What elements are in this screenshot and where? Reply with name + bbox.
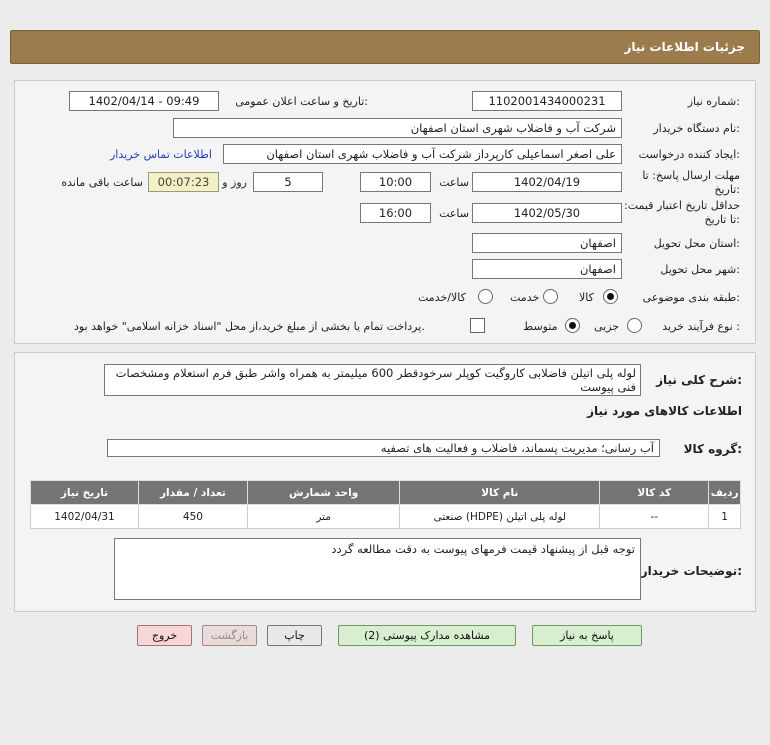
purchase-radio-medium[interactable] xyxy=(565,318,580,333)
province-label: استان محل تحویل: xyxy=(653,237,740,250)
goods-group-label: گروه کالا: xyxy=(683,442,742,456)
goods-section-title: اطلاعات کالاهای مورد نیاز xyxy=(587,404,742,418)
table-row[interactable] xyxy=(31,505,741,529)
announce-field: 1402/04/14 - 09:49 xyxy=(69,91,219,111)
purchase-radio-minor[interactable] xyxy=(627,318,642,333)
category-option-goods: کالا xyxy=(579,291,594,304)
deadline-time-label: ساعت xyxy=(439,176,469,189)
purchase-option-medium: متوسط xyxy=(523,320,558,333)
reply-button[interactable]: پاسخ به نیاز xyxy=(532,625,642,646)
exit-button[interactable]: خروج xyxy=(137,625,192,646)
goods-group-field: آب رسانی؛ مدیریت پسماند، فاضلاب و فعالیت های تصفیه xyxy=(107,439,660,457)
treasury-text: پرداخت تمام یا بخشی از مبلغ خرید،از محل "اسناد خزانه اسلامی" خواهد بود. xyxy=(74,320,425,333)
page-header xyxy=(10,30,760,64)
validity-time-label: ساعت xyxy=(439,207,469,220)
page-title: جزئیات اطلاعات نیاز xyxy=(624,40,745,54)
cell-name: لوله پلی اتیلن (HDPE) صنعتی xyxy=(400,505,600,529)
back-button[interactable]: بازگشت xyxy=(202,625,257,646)
cell-row: 1 xyxy=(709,505,741,529)
view-attachments-button[interactable]: مشاهده مدارک پیوستی (2) xyxy=(338,625,516,646)
cell-qty: 450 xyxy=(138,505,247,529)
category-option-goods-service: کالا/خدمت xyxy=(418,291,466,304)
treasury-checkbox[interactable] xyxy=(470,318,485,333)
buyer-notes-label: توضیحات خریدار: xyxy=(640,564,742,578)
category-radio-service[interactable] xyxy=(543,289,558,304)
buyer-contact-link[interactable]: اطلاعات تماس خریدار xyxy=(110,148,212,161)
deadline-label: مهلت ارسال پاسخ: تا تاریخ: xyxy=(642,169,740,196)
buyer-notes-field: توجه قبل از پیشنهاد قیمت فرمهای پیوست به دقت مطالعه گردد xyxy=(114,538,641,600)
days-label: روز و xyxy=(222,176,247,189)
validity-time-field: 16:00 xyxy=(360,203,431,223)
cell-unit: متر xyxy=(247,505,399,529)
buyer-org-field: شرکت آب و فاضلاب شهری استان اصفهان xyxy=(173,118,622,138)
deadline-time-field: 10:00 xyxy=(360,172,431,192)
cell-code: -- xyxy=(600,505,709,529)
col-code: کد کالا xyxy=(600,481,709,505)
col-name: نام کالا xyxy=(400,481,600,505)
deadline-date-field: 1402/04/19 xyxy=(472,172,622,192)
city-label: شهر محل تحویل: xyxy=(660,263,740,276)
creator-label: ایجاد کننده درخواست: xyxy=(638,148,740,161)
items-table-header xyxy=(31,481,741,505)
remaining-time-field: 00:07:23 xyxy=(148,172,219,192)
category-radio-goods[interactable] xyxy=(603,289,618,304)
announce-label: تاریخ و ساعت اعلان عمومی: xyxy=(235,95,368,108)
category-radio-goods-service[interactable] xyxy=(478,289,493,304)
col-unit: واحد شمارش xyxy=(247,481,399,505)
col-date: تاریخ نیاز xyxy=(31,481,139,505)
province-field: اصفهان xyxy=(472,233,622,253)
category-option-service: خدمت xyxy=(510,291,540,304)
purchase-option-minor: جزیی xyxy=(594,320,620,333)
category-label: طبقه بندی موضوعی: xyxy=(642,291,740,304)
remaining-label: ساعت باقی مانده xyxy=(61,176,143,189)
days-field: 5 xyxy=(253,172,323,192)
buyer-org-label: نام دستگاه خریدار: xyxy=(653,122,740,135)
col-qty: تعداد / مقدار xyxy=(138,481,247,505)
city-field: اصفهان xyxy=(472,259,622,279)
need-number-label: شماره نیاز: xyxy=(687,95,740,108)
need-number-field: 1102001434000231 xyxy=(472,91,622,111)
items-table xyxy=(30,480,741,529)
print-button[interactable]: چاپ xyxy=(267,625,322,646)
cell-date: 1402/04/31 xyxy=(31,505,139,529)
validity-date-field: 1402/05/30 xyxy=(472,203,622,223)
creator-field: علی اصغر اسماعیلی کارپرداز شرکت آب و فاضلاب شهری استان اصفهان xyxy=(223,144,622,164)
validity-label: حداقل تاریخ اعتبار قیمت: تا تاریخ: xyxy=(624,199,740,226)
summary-label: شرح کلی نیاز: xyxy=(656,373,742,387)
summary-field: لوله پلی اتیلن فاضلابی کاروگیت کوپلر سرخودقطر 600 میلیمتر به همراه واشر طبق فرم استعلام ومشخصات فنی پیوست xyxy=(104,364,641,396)
purchase-type-label: نوع فرآیند خرید : xyxy=(662,320,740,333)
col-row: ردیف xyxy=(709,481,741,505)
